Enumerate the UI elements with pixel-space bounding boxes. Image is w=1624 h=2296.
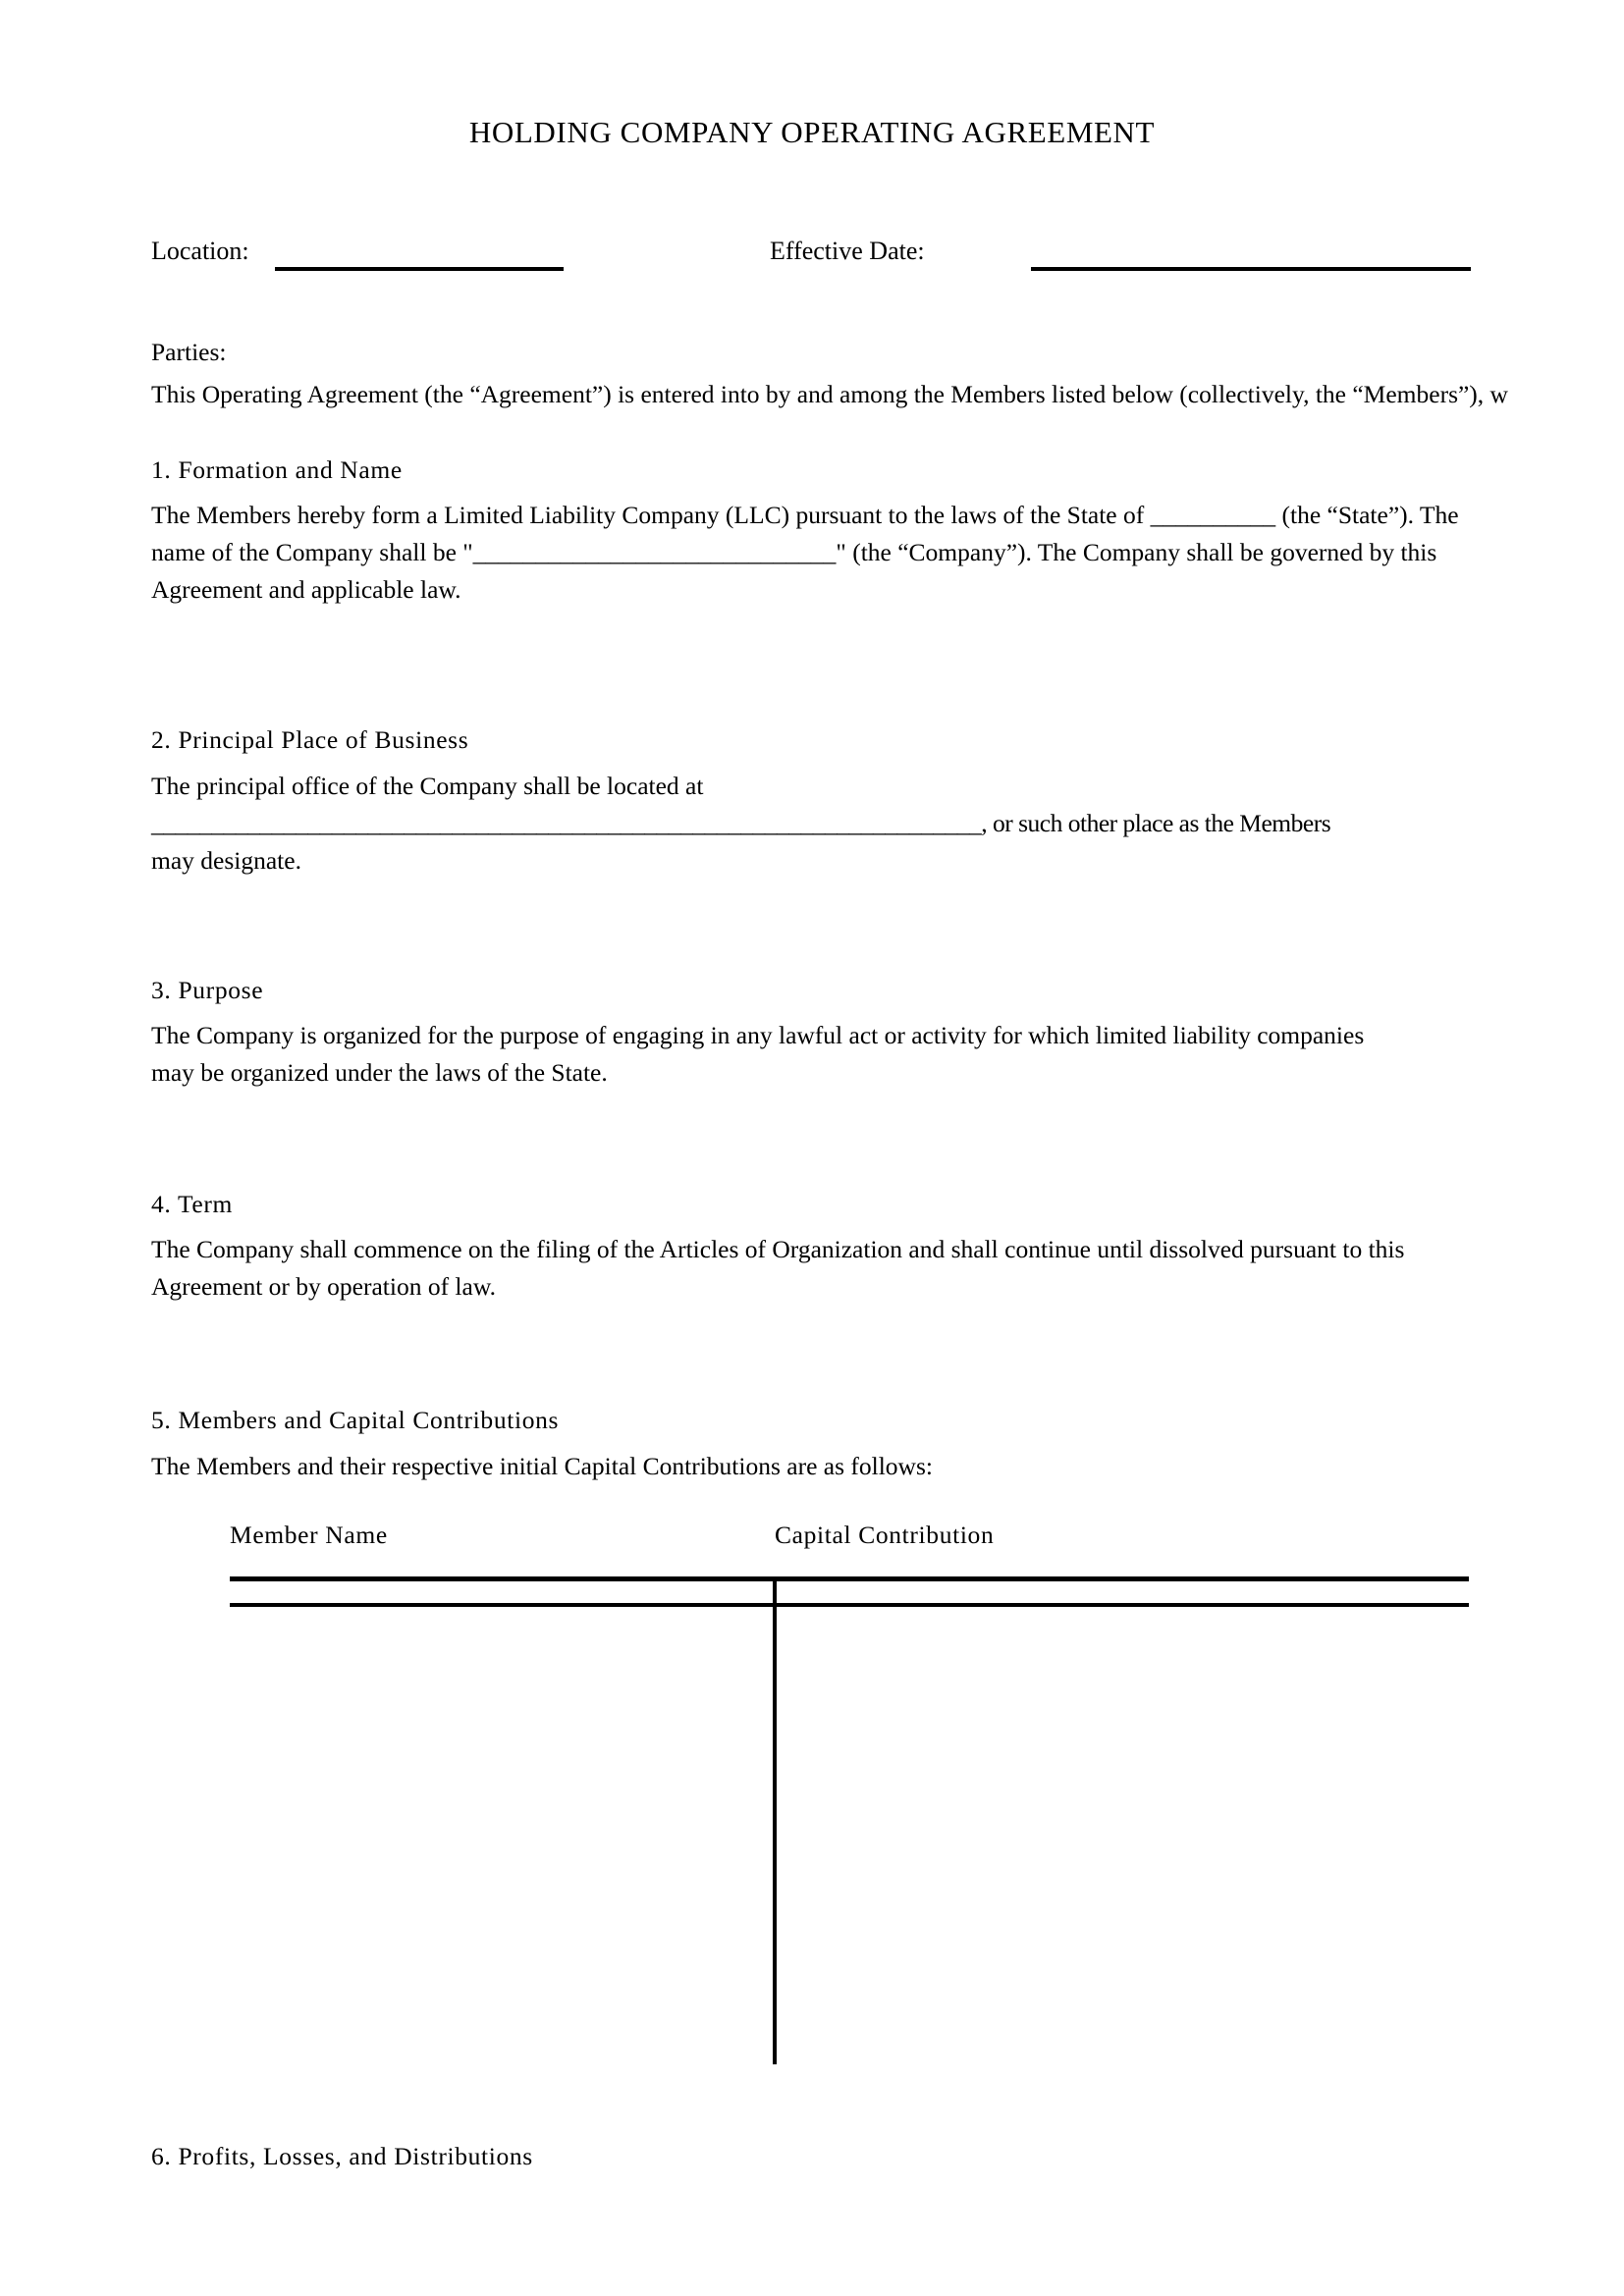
section-5-heading: 5. Members and Capital Contributions xyxy=(151,1406,560,1434)
effective-date-label: Effective Date: xyxy=(770,237,925,265)
members-table-top-rule xyxy=(230,1576,1469,1581)
section-3-body: The Company is organized for the purpose of engaging in any lawful act or activity for which limited liability companies may be organized under the laws of the State. xyxy=(151,1021,1365,1087)
column-header-member-name: Member Name xyxy=(230,1521,388,1549)
section-2-body-line-1: The principal office of the Company shall be located at xyxy=(151,772,704,800)
section-4-heading: 4. Term xyxy=(151,1190,234,1218)
members-table-header-separator-rule xyxy=(230,1603,1469,1607)
section-2-heading: 2. Principal Place of Business xyxy=(151,725,469,754)
section-6-heading: 6. Profits, Losses, and Distributions xyxy=(151,2142,533,2170)
location-input-line[interactable] xyxy=(275,267,564,271)
location-label: Location: xyxy=(151,237,249,265)
members-table-header-row xyxy=(230,1517,1469,1574)
members-table-column-divider xyxy=(773,1576,777,2064)
section-2-body-line-2: _____________________________________________________________________, or such other place as the Members xyxy=(151,809,1331,837)
page-title: HOLDING COMPANY OPERATING AGREEMENT xyxy=(468,115,1156,149)
parties-paragraph: This Operating Agreement (the “Agreement”) is entered into by and among the Members listed below (collectively, the “Members”), w xyxy=(151,380,1508,408)
section-3-heading: 3. Purpose xyxy=(151,976,264,1004)
section-5-body: The Members and their respective initial Capital Contributions are as follows: xyxy=(151,1452,933,1480)
section-1-body: The Members hereby form a Limited Liability Company (LLC) pursuant to the laws of the State of __________ (the “State”). The name of the Company shall be "_____________________________" (the “Company”). The Company shall be governed by this Agreement and applicable law. xyxy=(151,501,1459,604)
section-2-body-line-3: may designate. xyxy=(151,846,301,875)
parties-heading: Parties: xyxy=(151,338,227,366)
section-1-heading: 1. Formation and Name xyxy=(151,455,403,484)
effective-date-input-line[interactable] xyxy=(1031,267,1471,271)
header-fields-row xyxy=(151,236,1487,275)
column-header-capital-contribution: Capital Contribution xyxy=(775,1521,995,1549)
members-table xyxy=(230,1517,1469,1574)
section-4-body: The Company shall commence on the filing of the Articles of Organization and shall continue until dissolved pursuant to this Agreement or by operation of law. xyxy=(151,1235,1405,1301)
